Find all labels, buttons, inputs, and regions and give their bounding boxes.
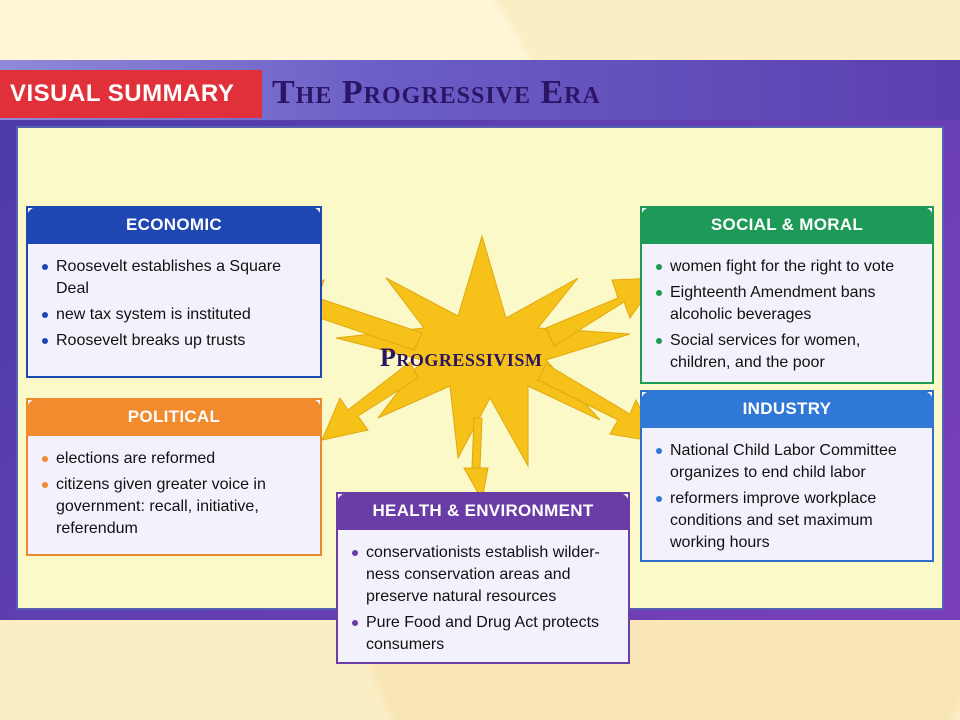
list-item: women fight for the right to vote xyxy=(670,256,924,278)
political-list xyxy=(38,448,312,544)
social-moral-heading: SOCIAL & MORAL xyxy=(640,206,934,244)
industry-heading: INDUSTRY xyxy=(640,390,934,428)
list-item: National Child Labor Committee organizes to end child labor xyxy=(670,440,924,484)
list-item: citizens given greater voice in government: recall, initiative, referendum xyxy=(56,474,312,540)
social-moral-box xyxy=(640,206,934,384)
list-item: Roosevelt establishes a Square Deal xyxy=(56,256,312,300)
list-item: Pure Food and Drug Act protects consumers xyxy=(366,612,620,656)
economic-list xyxy=(38,256,312,356)
center-label: Progressivism xyxy=(380,343,543,372)
summary-panel xyxy=(16,126,944,653)
health-environment-heading: HEALTH & ENVIRONMENT xyxy=(336,492,630,530)
list-item: conservationists establish wilder-ness conservation areas and preserve natural resources xyxy=(366,542,620,608)
textbook-page xyxy=(0,60,960,653)
industry-list xyxy=(652,440,924,558)
list-item: elections are reformed xyxy=(56,448,312,470)
social-moral-list xyxy=(652,256,924,378)
page-title: The Progressive Era xyxy=(272,74,601,111)
list-item: Social services for women, children, and the poor xyxy=(670,330,924,374)
industry-box xyxy=(640,390,934,562)
political-box xyxy=(26,398,322,556)
economic-heading: ECONOMIC xyxy=(26,206,322,244)
political-heading: POLITICAL xyxy=(26,398,322,436)
visual-summary-tab: VISUAL SUMMARY xyxy=(0,70,262,118)
list-item: Roosevelt breaks up trusts xyxy=(56,330,312,352)
health-environment-list xyxy=(348,542,620,660)
list-item: Eighteenth Amendment bans alcoholic beverages xyxy=(670,282,924,326)
economic-box xyxy=(26,206,322,378)
list-item: reformers improve workplace conditions and set maximum working hours xyxy=(670,488,924,554)
list-item: new tax system is instituted xyxy=(56,304,312,326)
health-environment-box xyxy=(336,492,630,664)
